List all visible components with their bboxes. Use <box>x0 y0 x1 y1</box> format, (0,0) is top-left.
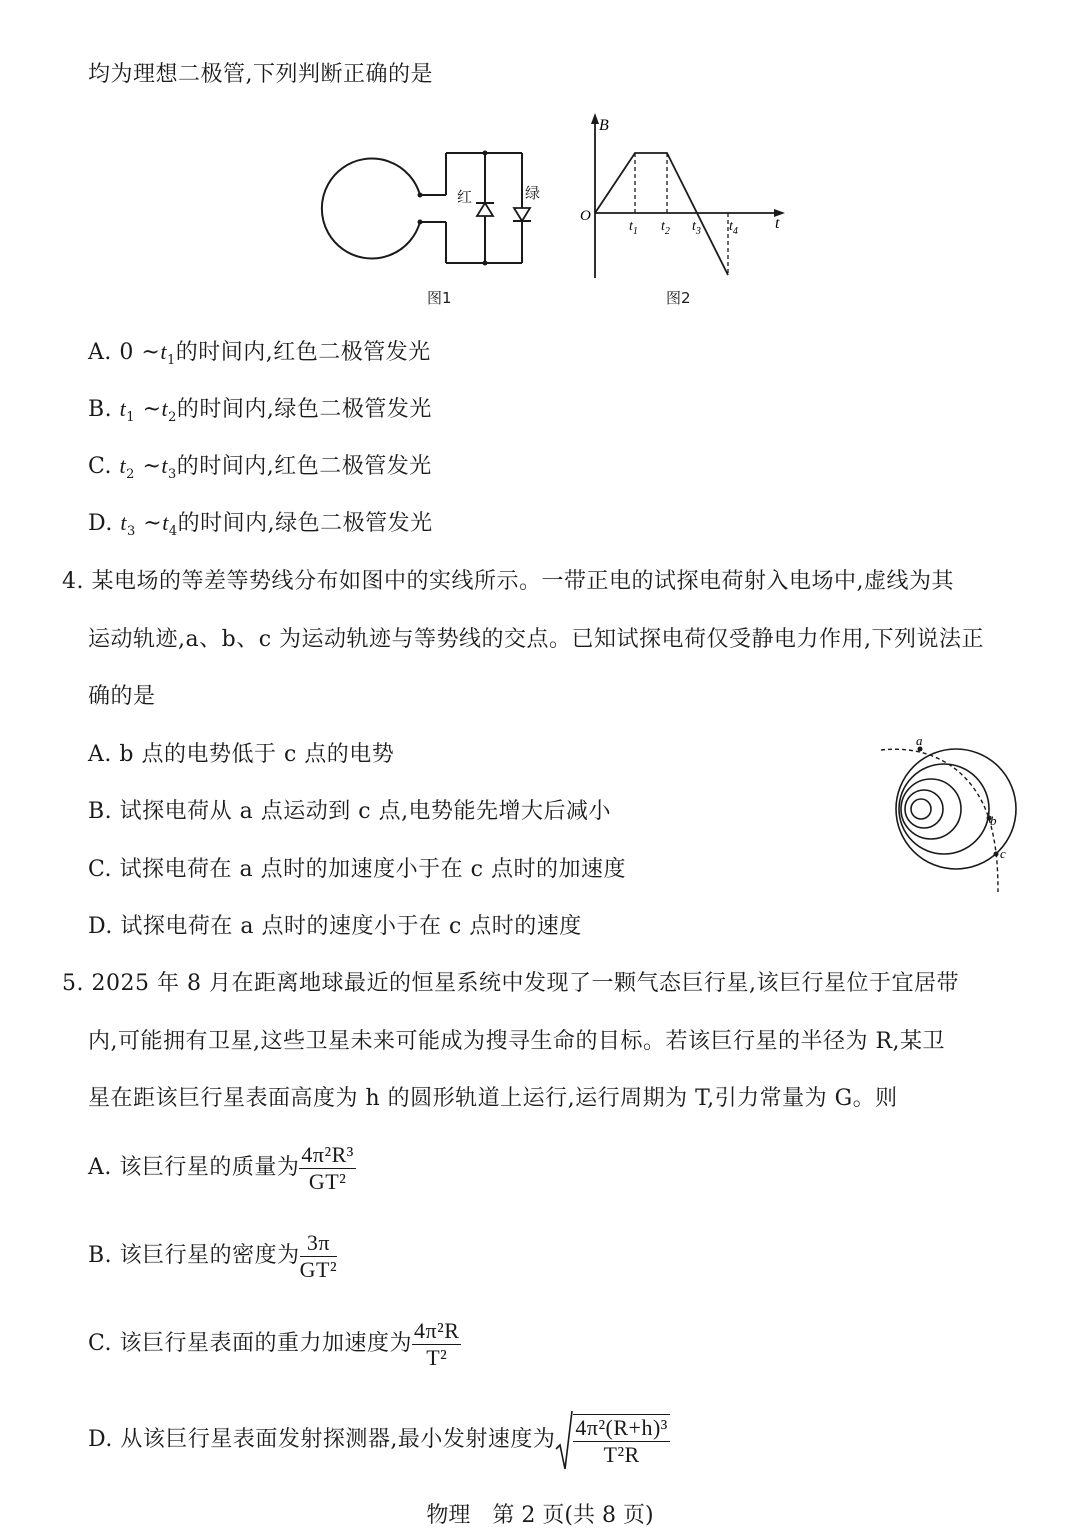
q4-stem-line-1: 4. 某电场的等差等势线分布如图中的实线所示。一带正电的试探电荷射入电场中,虚线为其 <box>62 569 954 594</box>
q5-option-d: D. 从该巨行星表面发射探测器,最小发射速度为 $\frac{\text{4π²(R+h)³}}{\text{T²R}}$ <box>88 1408 670 1472</box>
q5-option-b: B. 该巨行星的密度为 $\frac{3\pi}{\text{GT²}}$ <box>88 1229 338 1282</box>
q5-stem-line-2: 内,可能拥有卫星,这些卫星未来可能成为搜寻生命的目标。若该巨行星的半径为 R,某卫 <box>88 1029 946 1054</box>
q4-option-b: B. 试探电荷从 a 点运动到 c 点,电势能先增大后减小 <box>88 799 612 824</box>
sqrt-sign-icon <box>555 1409 573 1471</box>
q4-stem-line-2: 运动轨迹,a、b、c 为运动轨迹与等势线的交点。已知试探电荷仅受静电力作用,下列说法正 <box>88 627 985 652</box>
q4-option-d: D. 试探电荷在 a 点时的速度小于在 c 点时的速度 <box>88 914 582 939</box>
axis-t-label: t <box>775 215 780 232</box>
svg-text:t2: $t_2$ <box>661 219 670 237</box>
svg-text:t1: $t_1$ <box>629 219 638 237</box>
svg-text:t3: $t_3$ <box>692 219 701 237</box>
green-diode-label: 绿 <box>525 184 541 202</box>
point-c-label: c <box>1000 846 1006 861</box>
red-diode-icon <box>476 203 494 216</box>
q3-option-b: B. $t_1$ $\sim t_2$的时间内,绿色二极管发光 <box>88 396 432 425</box>
green-diode-icon <box>513 208 531 221</box>
figure-1-caption: 图1 <box>427 289 452 307</box>
q4-option-c: C. 试探电荷在 a 点时的加速度小于在 c 点时的加速度 <box>88 857 626 882</box>
figure-1-circuit <box>310 140 560 270</box>
q3-option-c: C. $t_2$ $\sim t_3$的时间内,红色二极管发光 <box>88 453 432 482</box>
figure-2-caption: 图2 <box>666 289 691 307</box>
red-diode-label: 红 <box>457 188 473 206</box>
q5-option-a: A. 该巨行星的质量为 $\frac{\text{4π²R³}}{\text{GT²}}$ <box>88 1141 354 1194</box>
point-a-label: a <box>916 734 923 748</box>
origin-label: O <box>580 208 591 224</box>
intro-text: 均为理想二极管,下列判断正确的是 <box>88 62 433 87</box>
q5-stem-line-1: 5. 2025 年 8 月在距离地球最近的恒星系统中发现了一颗气态巨行星,该巨行星位于宜居带 <box>62 971 959 996</box>
q5-stem-line-3: 星在距该巨行星表面高度为 h 的圆形轨道上运行,运行周期为 T,引力常量为 G。则 <box>88 1086 898 1111</box>
q4-stem-line-3: 确的是 <box>88 684 156 709</box>
point-b-label: b <box>990 813 997 828</box>
figure-2-graph <box>575 110 790 285</box>
q3-option-a: A. 0 $\sim t_1$的时间内,红色二极管发光 <box>88 339 431 368</box>
q3-option-d: D. $t_3$ $\sim t_4$的时间内,绿色二极管发光 <box>88 510 433 539</box>
svg-text:t4: $t_4$ <box>729 219 738 237</box>
q4-option-a: A. b 点的电势低于 c 点的电势 <box>88 742 395 767</box>
q5-option-c: C. 该巨行星表面的重力加速度为 $\frac{\text{4π²R}}{\text{T²}}$ <box>88 1317 460 1370</box>
page-footer: 物理 第 2 页(共 8 页) <box>426 1503 654 1528</box>
axis-b-label: B <box>599 117 609 134</box>
q4-equipotential-figure <box>876 734 1026 896</box>
